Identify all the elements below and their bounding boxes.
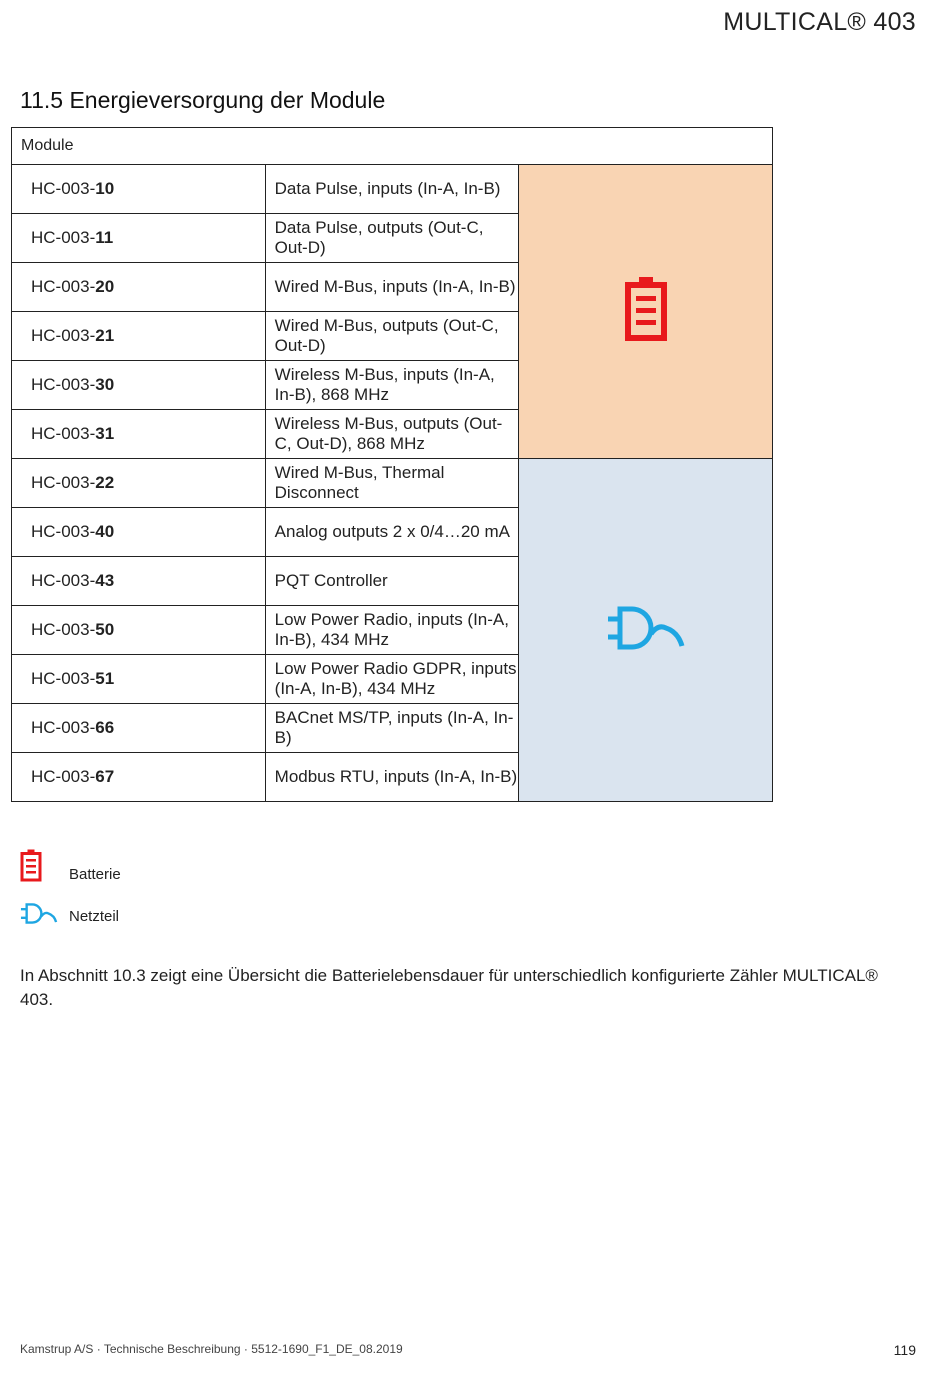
module-description: Wired M-Bus, outputs (Out-C, Out-D) (265, 312, 519, 361)
module-description: PQT Controller (265, 557, 519, 606)
plug-icon (20, 903, 58, 924)
module-code: HC-003-43 (12, 557, 266, 606)
module-code: HC-003-20 (12, 263, 266, 312)
module-code: HC-003-10 (12, 165, 266, 214)
battery-power-cell (519, 165, 773, 459)
module-description: Low Power Radio, inputs (In-A, In-B), 434 MHz (265, 606, 519, 655)
module-description: Wireless M-Bus, inputs (In-A, In-B), 868 MHz (265, 361, 519, 410)
module-description: Wired M-Bus, inputs (In-A, In-B) (265, 263, 519, 312)
module-description: Modbus RTU, inputs (In-A, In-B) (265, 753, 519, 802)
module-code: HC-003-30 (12, 361, 266, 410)
table-header-module: Module (12, 128, 773, 165)
table-row (12, 165, 773, 214)
module-code: HC-003-11 (12, 214, 266, 263)
module-code: HC-003-51 (12, 655, 266, 704)
module-description: Data Pulse, outputs (Out-C, Out-D) (265, 214, 519, 263)
mains-power-cell (519, 459, 773, 802)
footer-document-info: Kamstrup A/S · Technische Beschreibung · 5512-1690_F1_DE_08.2019 (20, 1342, 403, 1356)
table-header-row (12, 128, 773, 165)
module-description: Data Pulse, inputs (In-A, In-B) (265, 165, 519, 214)
module-description: BACnet MS/TP, inputs (In-A, In-B) (265, 704, 519, 753)
document-header-title: MULTICAL® 403 (723, 8, 916, 36)
module-code: HC-003-50 (12, 606, 266, 655)
module-code: HC-003-67 (12, 753, 266, 802)
legend-battery (20, 849, 121, 883)
module-code: HC-003-40 (12, 508, 266, 557)
module-code: HC-003-22 (12, 459, 266, 508)
body-paragraph: In Abschnitt 10.3 zeigt eine Übersicht die Batterielebensdauer für unterschiedlich konfigurierte Zähler MULTICAL® 403. (20, 966, 878, 1009)
footer-page-number: 119 (893, 1342, 916, 1358)
battery-icon (20, 849, 42, 882)
module-code: HC-003-66 (12, 704, 266, 753)
module-description: Wired M-Bus, Thermal Disconnect (265, 459, 519, 508)
table-row (12, 459, 773, 508)
section-title: 11.5 Energieversorgung der Module (20, 87, 386, 113)
legend-mains-label: Netzteil (69, 908, 120, 925)
module-description: Low Power Radio GDPR, inputs (In-A, In-B), 434 MHz (265, 655, 519, 704)
legend-mains (20, 903, 120, 925)
module-description: Wireless M-Bus, outputs (Out-C, Out-D), 868 MHz (265, 410, 519, 459)
module-description: Analog outputs 2 x 0/4…20 mA (265, 508, 519, 557)
module-code: HC-003-21 (12, 312, 266, 361)
plug-icon (606, 606, 686, 650)
battery-icon (624, 276, 668, 342)
module-code: HC-003-31 (12, 410, 266, 459)
legend-battery-label: Batterie (69, 866, 121, 883)
modules-table (11, 127, 773, 802)
